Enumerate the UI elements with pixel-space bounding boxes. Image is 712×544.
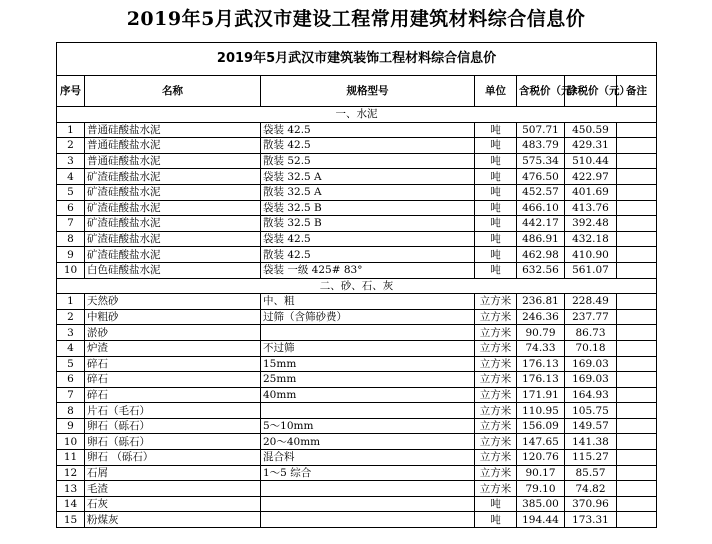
cell-remark — [617, 325, 657, 341]
cell-no: 15 — [57, 512, 85, 528]
cell-spec — [261, 496, 475, 512]
table-row — [57, 184, 657, 200]
cell-unit: 吨 — [475, 184, 517, 200]
cell-spec — [261, 512, 475, 528]
cell-price-tax: 483.79 — [517, 138, 565, 154]
table-row — [57, 450, 657, 466]
cell-no: 6 — [57, 200, 85, 216]
cell-remark — [617, 356, 657, 372]
cell-remark — [617, 418, 657, 434]
table-row — [57, 512, 657, 528]
cell-price-notax: 173.31 — [565, 512, 617, 528]
table-row — [57, 481, 657, 497]
cell-spec: 不过筛 — [261, 340, 475, 356]
header-no: 序号 — [57, 76, 85, 107]
cell-remark — [617, 262, 657, 278]
table-row — [57, 418, 657, 434]
cell-remark — [617, 200, 657, 216]
cell-price-tax: 476.50 — [517, 169, 565, 185]
cell-no: 3 — [57, 325, 85, 341]
cell-remark — [617, 403, 657, 419]
cell-unit: 吨 — [475, 496, 517, 512]
cell-unit: 立方米 — [475, 403, 517, 419]
cell-price-notax: 422.97 — [565, 169, 617, 185]
cell-remark — [617, 231, 657, 247]
cell-price-notax: 401.69 — [565, 184, 617, 200]
cell-name: 矿渣硅酸盐水泥 — [85, 231, 261, 247]
cell-remark — [617, 216, 657, 232]
table-row — [57, 387, 657, 403]
table-row — [57, 231, 657, 247]
cell-no: 1 — [57, 294, 85, 310]
cell-no: 2 — [57, 309, 85, 325]
cell-unit: 立方米 — [475, 481, 517, 497]
cell-no: 14 — [57, 496, 85, 512]
cell-spec: 袋装 32.5 B — [261, 200, 475, 216]
cell-price-notax: 74.82 — [565, 481, 617, 497]
cell-spec: 散装 42.5 — [261, 138, 475, 154]
cell-price-tax: 632.56 — [517, 262, 565, 278]
cell-price-tax: 171.91 — [517, 387, 565, 403]
table-header-row — [57, 76, 657, 107]
cell-no: 2 — [57, 138, 85, 154]
table-row — [57, 465, 657, 481]
cell-price-tax: 110.95 — [517, 403, 565, 419]
cell-no: 6 — [57, 372, 85, 388]
cell-price-notax: 413.76 — [565, 200, 617, 216]
cell-price-notax: 70.18 — [565, 340, 617, 356]
cell-price-tax: 466.10 — [517, 200, 565, 216]
cell-name: 矿渣硅酸盐水泥 — [85, 200, 261, 216]
cell-name: 卵石 （砾石） — [85, 450, 261, 466]
header-name: 名称 — [85, 76, 261, 107]
cell-remark — [617, 153, 657, 169]
cell-remark — [617, 496, 657, 512]
cell-unit: 立方米 — [475, 309, 517, 325]
cell-price-notax: 410.90 — [565, 247, 617, 263]
cell-price-tax: 90.79 — [517, 325, 565, 341]
table-row — [57, 403, 657, 419]
cell-unit: 立方米 — [475, 340, 517, 356]
cell-no: 9 — [57, 247, 85, 263]
cell-spec — [261, 481, 475, 497]
cell-no: 3 — [57, 153, 85, 169]
cell-name: 矿渣硅酸盐水泥 — [85, 169, 261, 185]
cell-name: 粉煤灰 — [85, 512, 261, 528]
header-price-notax: 除税价（元） — [565, 76, 617, 107]
cell-price-notax: 86.73 — [565, 325, 617, 341]
cell-remark — [617, 512, 657, 528]
cell-price-notax: 392.48 — [565, 216, 617, 232]
cell-remark — [617, 340, 657, 356]
cell-name: 矿渣硅酸盐水泥 — [85, 184, 261, 200]
cell-price-tax: 74.33 — [517, 340, 565, 356]
cell-remark — [617, 387, 657, 403]
cell-spec: 散装 42.5 — [261, 247, 475, 263]
cell-no: 8 — [57, 231, 85, 247]
cell-name: 碎石 — [85, 356, 261, 372]
cell-spec: 混合料 — [261, 450, 475, 466]
cell-spec: 袋装 42.5 — [261, 122, 475, 138]
cell-spec: 袋装 42.5 — [261, 231, 475, 247]
table-caption: 2019年5月武汉市建筑装饰工程材料综合信息价 — [57, 43, 657, 76]
cell-remark — [617, 294, 657, 310]
cell-spec — [261, 403, 475, 419]
cell-spec: 25mm — [261, 372, 475, 388]
header-unit: 单位 — [475, 76, 517, 107]
table-caption-row — [57, 43, 657, 76]
cell-price-tax: 507.71 — [517, 122, 565, 138]
cell-unit: 立方米 — [475, 418, 517, 434]
cell-remark — [617, 481, 657, 497]
cell-spec: 1～5 综合 — [261, 465, 475, 481]
cell-name: 石屑 — [85, 465, 261, 481]
cell-no: 5 — [57, 356, 85, 372]
cell-spec: 20～40mm — [261, 434, 475, 450]
cell-remark — [617, 169, 657, 185]
cell-name: 白色硅酸盐水泥 — [85, 262, 261, 278]
cell-price-notax: 85.57 — [565, 465, 617, 481]
cell-remark — [617, 247, 657, 263]
page-title: 2019年5月武汉市建设工程常用建筑材料综合信息价 — [126, 8, 586, 30]
cell-price-tax: 156.09 — [517, 418, 565, 434]
cell-name: 普通硅酸盐水泥 — [85, 153, 261, 169]
cell-no: 8 — [57, 403, 85, 419]
cell-spec: 过筛（含筛砂费） — [261, 309, 475, 325]
cell-unit: 立方米 — [475, 372, 517, 388]
cell-price-notax: 141.38 — [565, 434, 617, 450]
cell-price-tax: 486.91 — [517, 231, 565, 247]
cell-name: 中粗砂 — [85, 309, 261, 325]
cell-name: 卵石（砾石） — [85, 434, 261, 450]
cell-name: 普通硅酸盐水泥 — [85, 138, 261, 154]
cell-no: 4 — [57, 340, 85, 356]
cell-name: 矿渣硅酸盐水泥 — [85, 216, 261, 232]
cell-price-tax: 385.00 — [517, 496, 565, 512]
cell-name: 矿渣硅酸盐水泥 — [85, 247, 261, 263]
cell-unit: 吨 — [475, 122, 517, 138]
cell-remark — [617, 309, 657, 325]
cell-price-tax: 246.36 — [517, 309, 565, 325]
cell-no: 1 — [57, 122, 85, 138]
cell-unit: 立方米 — [475, 356, 517, 372]
table-row — [57, 372, 657, 388]
cell-price-tax: 194.44 — [517, 512, 565, 528]
cell-no: 4 — [57, 169, 85, 185]
cell-remark — [617, 184, 657, 200]
cell-name: 普通硅酸盐水泥 — [85, 122, 261, 138]
cell-unit: 吨 — [475, 262, 517, 278]
table-row — [57, 309, 657, 325]
cell-unit: 吨 — [475, 216, 517, 232]
cell-price-notax: 450.59 — [565, 122, 617, 138]
header-spec: 规格型号 — [261, 76, 475, 107]
cell-spec — [261, 325, 475, 341]
cell-spec: 5～10mm — [261, 418, 475, 434]
cell-remark — [617, 450, 657, 466]
cell-name: 卵石（砾石） — [85, 418, 261, 434]
cell-price-notax: 228.49 — [565, 294, 617, 310]
cell-price-tax: 79.10 — [517, 481, 565, 497]
table-row — [57, 169, 657, 185]
cell-unit: 吨 — [475, 153, 517, 169]
section-header-row — [57, 278, 657, 294]
cell-spec: 中、粗 — [261, 294, 475, 310]
cell-unit: 立方米 — [475, 434, 517, 450]
cell-price-tax: 147.65 — [517, 434, 565, 450]
cell-name: 淤砂 — [85, 325, 261, 341]
cell-spec: 散装 52.5 — [261, 153, 475, 169]
section-title: 一、水泥 — [57, 107, 657, 123]
table-row — [57, 496, 657, 512]
table-row — [57, 122, 657, 138]
cell-spec: 40mm — [261, 387, 475, 403]
cell-unit: 吨 — [475, 231, 517, 247]
table-row — [57, 153, 657, 169]
cell-no: 5 — [57, 184, 85, 200]
cell-price-tax: 442.17 — [517, 216, 565, 232]
cell-spec: 袋装 一级 425# 83° — [261, 262, 475, 278]
cell-price-notax: 561.07 — [565, 262, 617, 278]
cell-unit: 立方米 — [475, 465, 517, 481]
cell-price-notax: 237.77 — [565, 309, 617, 325]
cell-price-notax: 370.96 — [565, 496, 617, 512]
cell-unit: 立方米 — [475, 294, 517, 310]
table-row — [57, 434, 657, 450]
cell-no: 9 — [57, 418, 85, 434]
cell-price-notax: 105.75 — [565, 403, 617, 419]
cell-unit: 吨 — [475, 200, 517, 216]
table-row — [57, 325, 657, 341]
cell-price-tax: 236.81 — [517, 294, 565, 310]
cell-price-notax: 149.57 — [565, 418, 617, 434]
cell-price-notax: 115.27 — [565, 450, 617, 466]
cell-no: 10 — [57, 262, 85, 278]
cell-price-tax: 452.57 — [517, 184, 565, 200]
cell-spec: 15mm — [261, 356, 475, 372]
cell-price-tax: 176.13 — [517, 356, 565, 372]
cell-name: 碎石 — [85, 372, 261, 388]
cell-price-tax: 462.98 — [517, 247, 565, 263]
cell-remark — [617, 372, 657, 388]
cell-price-notax: 429.31 — [565, 138, 617, 154]
cell-price-tax: 120.76 — [517, 450, 565, 466]
cell-price-notax: 169.03 — [565, 356, 617, 372]
cell-unit: 立方米 — [475, 325, 517, 341]
cell-unit: 吨 — [475, 138, 517, 154]
table-row — [57, 340, 657, 356]
table-row — [57, 294, 657, 310]
table-row — [57, 216, 657, 232]
cell-no: 11 — [57, 450, 85, 466]
cell-name: 炉渣 — [85, 340, 261, 356]
cell-price-notax: 164.93 — [565, 387, 617, 403]
cell-no: 7 — [57, 387, 85, 403]
cell-price-notax: 510.44 — [565, 153, 617, 169]
header-remark: 备注 — [617, 76, 657, 107]
cell-unit: 立方米 — [475, 387, 517, 403]
cell-remark — [617, 122, 657, 138]
cell-price-tax: 90.17 — [517, 465, 565, 481]
table-row — [57, 262, 657, 278]
cell-name: 片石（毛石） — [85, 403, 261, 419]
cell-spec: 散装 32.5 B — [261, 216, 475, 232]
cell-spec: 散装 32.5 A — [261, 184, 475, 200]
cell-spec: 袋装 32.5 A — [261, 169, 475, 185]
cell-no: 10 — [57, 434, 85, 450]
cell-price-notax: 432.18 — [565, 231, 617, 247]
cell-no: 13 — [57, 481, 85, 497]
cell-remark — [617, 138, 657, 154]
cell-no: 7 — [57, 216, 85, 232]
cell-unit: 吨 — [475, 247, 517, 263]
section-title: 二、砂、石、灰 — [57, 278, 657, 294]
cell-price-notax: 169.03 — [565, 372, 617, 388]
table-row — [57, 247, 657, 263]
cell-remark — [617, 434, 657, 450]
cell-no: 12 — [57, 465, 85, 481]
cell-name: 碎石 — [85, 387, 261, 403]
section-header-row — [57, 107, 657, 123]
table-row — [57, 356, 657, 372]
cell-price-tax: 575.34 — [517, 153, 565, 169]
cell-name: 毛渣 — [85, 481, 261, 497]
cell-unit: 吨 — [475, 512, 517, 528]
cell-name: 石灰 — [85, 496, 261, 512]
price-table — [56, 42, 657, 528]
cell-remark — [617, 465, 657, 481]
cell-unit: 吨 — [475, 169, 517, 185]
cell-name: 天然砂 — [85, 294, 261, 310]
cell-unit: 立方米 — [475, 450, 517, 466]
cell-price-tax: 176.13 — [517, 372, 565, 388]
table-row — [57, 200, 657, 216]
header-price-tax: 含税价（元） — [517, 76, 565, 107]
table-row — [57, 138, 657, 154]
